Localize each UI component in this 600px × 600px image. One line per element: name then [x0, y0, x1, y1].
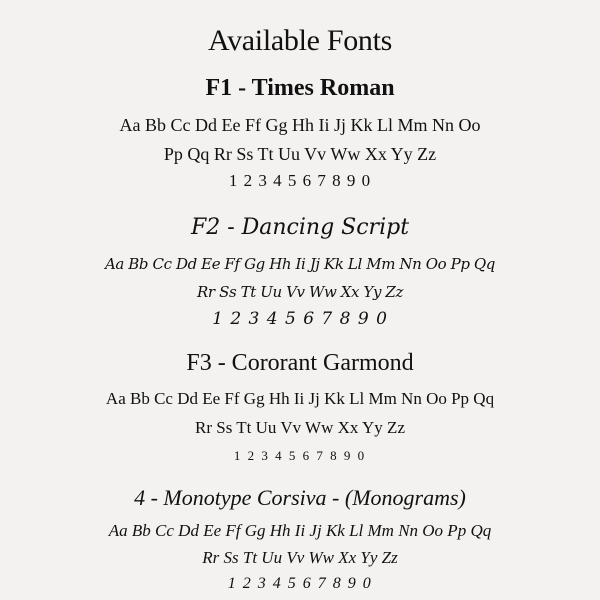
font-1-title: F1 - Times Roman: [205, 75, 395, 101]
font-1-sample-line-2: Pp Qq Rr Ss Tt Uu Vv Ww Xx Yy Zz: [163, 144, 437, 164]
font-1-sample-line-1: Aa Bb Cc Dd Ee Ff Gg Hh Ii Jj Kk Ll Mm Nn Oo: [119, 115, 481, 135]
font-4-title: 4 - Monotype Corsiva - (Monograms): [134, 485, 466, 510]
font-2-sample-line-1: Aa Bb Cc Dd Ee Ff Gg Hh Ii Jj Kk Ll Mm Nn Oo Pp Qq: [104, 255, 496, 273]
font-3-sample-line-2: Rr Ss Tt Uu Vv Ww Xx Yy Zz: [195, 418, 405, 437]
font-3-sample-digits: 1 2 3 4 5 6 7 8 9 0: [233, 448, 367, 463]
font-1-sample-digits: 1 2 3 4 5 6 7 8 9 0: [228, 171, 372, 190]
page-title: Available Fonts: [207, 24, 393, 57]
font-4-sample-line-2: Rr Ss Tt Uu Vv Ww Xx Yy Zz: [202, 548, 398, 567]
font-2-sample-digits: 1 2 3 4 5 6 7 8 9 0: [212, 309, 388, 329]
font-4-sample-line-1: Aa Bb Cc Dd Ee Ff Gg Hh Ii Jj Kk Ll Mm Nn Oo Pp Qq: [108, 521, 492, 540]
font-3-sample-line-1: Aa Bb Cc Dd Ee Ff Gg Hh Ii Jj Kk Ll Mm Nn Oo Pp Qq: [105, 389, 495, 408]
font-4-sample-digits: 1 2 3 4 5 6 7 8 9 0: [227, 575, 373, 592]
font-2-title: F2 - Dancing Script: [190, 215, 410, 240]
font-2-sample-line-2: Rr Ss Tt Uu Vv Ww Xx Yy Zz: [197, 283, 403, 301]
font-3-title: F3 - Cororant Garmond: [186, 350, 414, 376]
